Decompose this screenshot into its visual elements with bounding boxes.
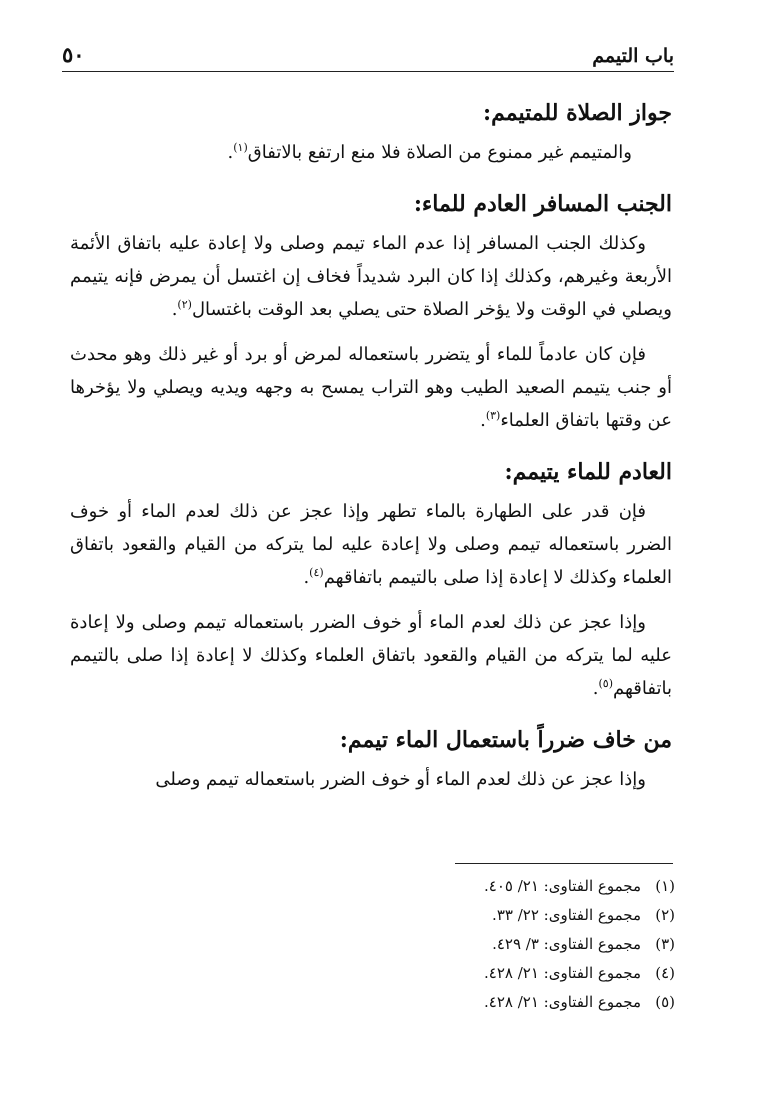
footnotes: [375, 872, 675, 1017]
footnote-item: [375, 872, 675, 901]
paragraph-text: والمتيمم غير ممنوع من الصلاة فلا منع ارتفع بالاتفاق: [247, 142, 632, 163]
footnote-text: مجموع الفتاوى: ٣/ ٤٢٩.: [492, 935, 641, 953]
paragraph-text: وإذا عجز عن ذلك لعدم الماء أو خوف الضرر باستعماله تيمم وصلى ولا إعادة عليه لما يتركه من القيام والقعود باتفاق العلماء وكذلك لا إعادة إذا صلى بالتيمم باتفاقهم: [70, 612, 672, 699]
paragraph: [70, 606, 672, 705]
footnote-number: (٤): [655, 964, 675, 982]
main-content: [70, 96, 672, 808]
footnote-ref[interactable]: (٣): [485, 409, 501, 422]
paragraph-text: وإذا عجز عن ذلك لعدم الماء أو خوف الضرر باستعماله تيمم وصلى: [155, 769, 646, 790]
section-heading: جواز الصلاة للمتيمم:: [482, 100, 672, 126]
footnote-item: [375, 959, 675, 988]
paragraph-end: .: [171, 299, 178, 320]
footnote-text: مجموع الفتاوى: ٢١/ ٤٢٨.: [484, 993, 641, 1011]
footnote-item: [375, 930, 675, 959]
footnote-ref[interactable]: (٢): [177, 298, 192, 311]
section-heading: من خاف ضرراً باستعمال الماء تيمم:: [339, 727, 672, 753]
chapter-title: باب التيمم: [592, 45, 674, 67]
paragraph-text: فإن كان عادماً للماء أو يتضرر باستعماله لمرض أو برد أو غير ذلك وهو محدث أو جنب يتيمم الصعيد الطيب وهو التراب يمسح به وجهه ويديه ويصلي ولا يؤخرها عن وقتها باتفاق العلماء: [70, 344, 672, 431]
footnote-divider: [455, 863, 673, 864]
paragraph: [70, 338, 672, 437]
paragraph: [70, 763, 672, 796]
page-number: ٥٠: [62, 42, 85, 67]
footnote-text: مجموع الفتاوى: ٢١/ ٤٠٥.: [484, 877, 641, 895]
paragraph: [70, 136, 672, 169]
footnote-number: (١): [655, 877, 675, 895]
footnote-item: [375, 901, 675, 930]
section-heading: الجنب المسافر العادم للماء:: [413, 191, 672, 217]
paragraph-end: .: [592, 678, 599, 699]
paragraph-text: فإن قدر على الطهارة بالماء تطهر وإذا عجز عن ذلك لعدم الماء أو خوف الضرر باستعماله تيمم وصلى ولا إعادة عليه لما يتركه من القيام والقعود باتفاق العلماء وكذلك لا إعادة إذا صلى بالتيمم باتفاقهم: [70, 501, 672, 588]
footnote-number: (٢): [655, 906, 675, 924]
footnote-ref[interactable]: (٤): [309, 566, 324, 579]
paragraph: [70, 227, 672, 326]
footnote-text: مجموع الفتاوى: ٢٢/ ٣٣.: [492, 906, 641, 924]
footnote-number: (٣): [655, 935, 675, 953]
paragraph-end: .: [480, 410, 486, 431]
footnote-number: (٥): [655, 993, 675, 1011]
footnote-item: [375, 988, 675, 1017]
paragraph-end: .: [227, 142, 234, 163]
page-header: [62, 38, 674, 72]
paragraph-end: .: [303, 567, 310, 588]
paragraph: [70, 495, 672, 594]
paragraph-text: وكذلك الجنب المسافر إذا عدم الماء تيمم وصلى ولا إعادة عليه باتفاق الأئمة الأربعة وغيرهم، وكذلك إذا كان البرد شديداً فخاف إن اغتسل أن يمرض فإنه يتيمم ويصلي في الوقت ولا يؤخر الصلاة حتى يصلي بعد الوقت باغتسال: [70, 233, 672, 320]
section-heading: العادم للماء يتيمم:: [504, 459, 672, 485]
footnote-ref[interactable]: (٥): [598, 677, 614, 690]
footnote-text: مجموع الفتاوى: ٢١/ ٤٢٨.: [484, 964, 641, 982]
footnote-ref[interactable]: (١): [233, 141, 248, 154]
